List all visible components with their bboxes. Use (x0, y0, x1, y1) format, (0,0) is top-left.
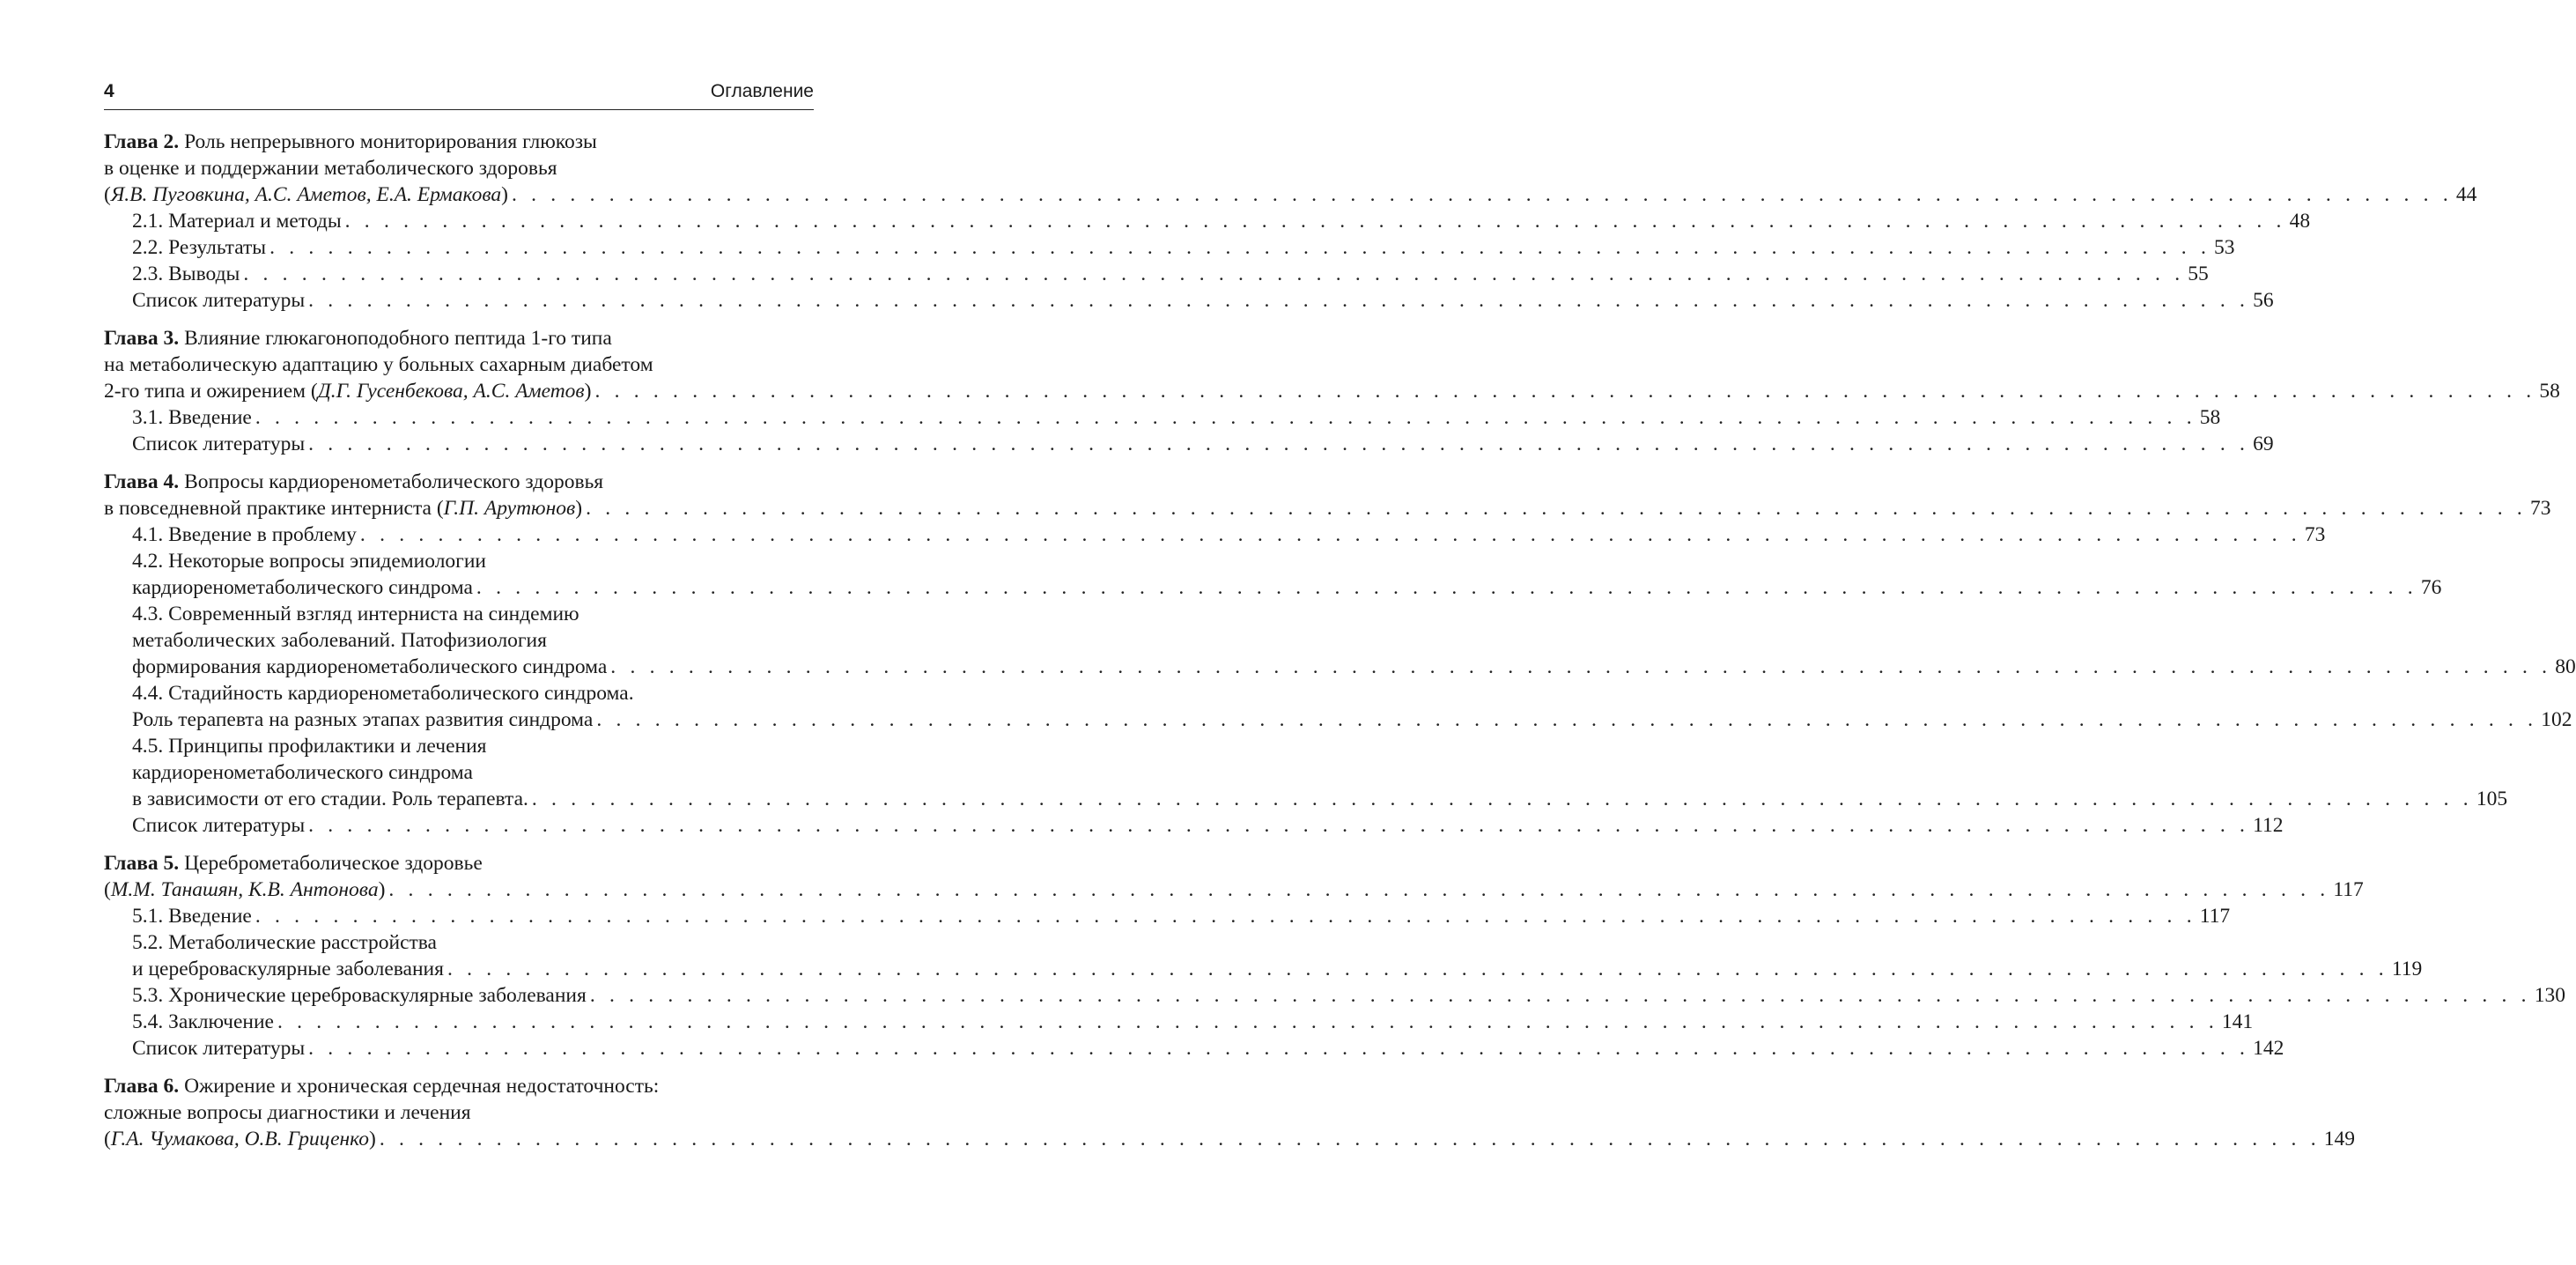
chapter-label: Глава 6. (104, 1075, 180, 1098)
section-entry (104, 706, 2572, 733)
dot-leader: . . . . . . . . . . . . . . . . . . . . . . . . . . . . . . . . . . . . . . . . . . . . . . . . . . . . . . . . . . . . . . . . . . . . . . . . . . . . . . . . . . . . . . . . . . . . . . . . . . . . (255, 406, 2196, 429)
section-entry (104, 574, 2442, 601)
dot-leader: . . . . . . . . . . . . . . . . . . . . . . . . . . . . . . . . . . . . . . . . . . . . . . . . . . . . . . . . . . . . . . . . . . . . . . . . . . . . . . . . . . . . . . . . . . . . . . . . . . . . (589, 984, 2531, 1007)
chapter-title-text: в оценке и поддержании метаболического здоровья (104, 157, 557, 180)
chapter-entry-text (104, 877, 385, 903)
section-entry-text: 2.1. Материал и методы (132, 210, 342, 233)
toc-chapter (104, 325, 2560, 457)
chapter-entry (104, 181, 2477, 208)
section-page-number: 53 (2214, 236, 2235, 259)
chapter-title-line (104, 469, 814, 495)
section-entry-text: в зависимости от его стадии. Роль терапевта. (132, 788, 528, 810)
dot-leader: . . . . . . . . . . . . . . . . . . . . . . . . . . . . . . . . . . . . . . . . . . . . . . . . . . . . . . . . . . . . . . . . . . . . . . . . . . . . . . . . . . . . . . . . . . . . . . . . . . . . (344, 210, 2286, 233)
section-page-number: 76 (2420, 576, 2442, 599)
chapter-entry-prefix: ( (104, 878, 111, 901)
section-entry-text: кардиоренометаболического синдрома (132, 576, 473, 599)
chapter-entry-prefix: ( (104, 183, 111, 206)
dot-leader: . . . . . . . . . . . . . . . . . . . . . . . . . . . . . . . . . . . . . . . . . . . . . . . . . . . . . . . . . . . . . . . . . . . . . . . . . . . . . . . . . . . . . . . . . . . . . . . . . . . . (243, 263, 2185, 285)
chapter-entry-prefix: в повседневной практике интерниста ( (104, 497, 444, 520)
dot-leader: . . . . . . . . . . . . . . . . . . . . . . . . . . . . . . . . . . . . . . . . . . . . . . . . . . . . . . . . . . . . . . . . . . . . . . . . . . . . . . . . . . . . . . . . . . . . . . . . . . . . (379, 1128, 2321, 1150)
dot-leader: . . . . . . . . . . . . . . . . . . . . . . . . . . . . . . . . . . . . . . . . . . . . . . . . . . . . . . . . . . . . . . . . . . . . . . . . . . . . . . . . . . . . . . . . . . . . . . . . . . . . (596, 708, 2538, 731)
section-entry (104, 1035, 2284, 1062)
section-title-line: кардиоренометаболического синдрома (132, 761, 473, 784)
chapter-title-text: Влияние глюкагоноподобного пептида 1-го типа (184, 327, 612, 350)
toc-chapter (104, 129, 2477, 314)
section-entry-text: Список литературы (132, 1037, 306, 1060)
chapter-title-line (104, 351, 814, 378)
chapter-entry-text (104, 181, 508, 208)
chapter-title-line (104, 850, 814, 877)
chapter-entry-prefix: ( (104, 1128, 111, 1150)
dot-leader: . . . . . . . . . . . . . . . . . . . . . . . . . . . . . . . . . . . . . . . . . . . . . . . . . . . . . . . . . . . . . . . . . . . . . . . . . . . . . . . . . . . . . . . . . . . . . . . . . . . . (269, 236, 2211, 259)
section-page-number: 56 (2253, 289, 2274, 312)
section-page-number: 80 (2555, 655, 2576, 678)
dot-leader: . . . . . . . . . . . . . . . . . . . . . . . . . . . . . . . . . . . . . . . . . . . . . . . . . . . . . . . . . . . . . . . . . . . . . . . . . . . . . . . . . . . . . . . . . . . . . . . . . . . . (359, 523, 2301, 546)
section-entry (104, 208, 2311, 234)
dot-leader: . . . . . . . . . . . . . . . . . . . . . . . . . . . . . . . . . . . . . . . . . . . . . . . . . . . . . . . . . . . . . . . . . . . . . . . . . . . . . . . . . . . . . . . . . . . . . . . . . . . . (308, 433, 2250, 455)
chapter-title-line (104, 129, 814, 155)
section-title-line: 4.2. Некоторые вопросы эпидемиологии (132, 550, 486, 573)
section-page-number: 117 (2199, 905, 2231, 928)
section-title-line: метаболических заболеваний. Патофизиология (132, 629, 547, 652)
section-entry (104, 261, 2209, 287)
dot-leader: . . . . . . . . . . . . . . . . . . . . . . . . . . . . . . . . . . . . . . . . . . . . . . . . . . . . . . . . . . . . . . . . . . . . . . . . . . . . . . . . . . . . . . . . . . . . . . . . . . . . (388, 878, 2330, 901)
section-entry-text: 5.4. Заключение (132, 1010, 274, 1033)
section-title-line: 4.4. Стадийность кардиоренометаболического синдрома. (132, 682, 634, 705)
dot-leader: . . . . . . . . . . . . . . . . . . . . . . . . . . . . . . . . . . . . . . . . . . . . . . . . . . . . . . . . . . . . . . . . . . . . . . . . . . . . . . . . . . . . . . . . . . . . . . . . . . . . (531, 788, 2473, 810)
dot-leader: . . . . . . . . . . . . . . . . . . . . . . . . . . . . . . . . . . . . . . . . . . . . . . . . . . . . . . . . . . . . . . . . . . . . . . . . . . . . . . . . . . . . . . . . . . . . . . . . . . . . (586, 497, 2527, 520)
toc-chapter (104, 850, 2565, 1062)
chapter-page-number: 117 (2333, 878, 2364, 901)
section-entry-text: 4.1. Введение в проблему (132, 523, 357, 546)
toc-chapter (104, 469, 2576, 839)
chapter-title-line (104, 1099, 814, 1126)
section-page-number: 73 (2304, 523, 2326, 546)
chapter-title-text: Ожирение и хроническая сердечная недостаточность: (184, 1075, 660, 1098)
section-entry (104, 522, 2326, 548)
chapter-entry (104, 1126, 2356, 1152)
section-entry-text: 3.1. Введение (132, 406, 252, 429)
chapter-authors: Д.Г. Гусенбекова, А.С. Аметов (317, 380, 585, 403)
chapter-label: Глава 4. (104, 470, 180, 493)
page-number: 4 (104, 81, 114, 101)
section-entry (104, 956, 2423, 982)
dot-leader: . . . . . . . . . . . . . . . . . . . . . . . . . . . . . . . . . . . . . . . . . . . . . . . . . . . . . . . . . . . . . . . . . . . . . . . . . . . . . . . . . . . . . . . . . . . . . . . . . . . . (447, 958, 2388, 980)
section-entry-text: Список литературы (132, 814, 306, 837)
chapter-entry-suffix: ) (378, 878, 386, 901)
section-entry (104, 786, 2508, 812)
section-page-number: 48 (2289, 210, 2311, 233)
section-entry (104, 982, 2565, 1009)
section-entry (104, 1009, 2254, 1035)
chapter-label: Глава 2. (104, 130, 180, 153)
section-entry (104, 812, 2284, 839)
section-entry (104, 234, 2235, 261)
chapter-entry (104, 495, 2551, 522)
running-header (104, 79, 814, 110)
chapter-title-text: Цереброметаболическое здоровье (184, 852, 483, 875)
chapter-title-text: Вопросы кардиоренометаболического здоровья (184, 470, 604, 493)
section-page-number: 102 (2541, 708, 2572, 731)
dot-leader: . . . . . . . . . . . . . . . . . . . . . . . . . . . . . . . . . . . . . . . . . . . . . . . . . . . . . . . . . . . . . . . . . . . . . . . . . . . . . . . . . . . . . . . . . . . . . . . . . . . . (610, 655, 2552, 678)
chapter-title-line (104, 1073, 814, 1099)
dot-leader: . . . . . . . . . . . . . . . . . . . . . . . . . . . . . . . . . . . . . . . . . . . . . . . . . . . . . . . . . . . . . . . . . . . . . . . . . . . . . . . . . . . . . . . . . . . . . . . . . . . . (308, 814, 2250, 837)
dot-leader: . . . . . . . . . . . . . . . . . . . . . . . . . . . . . . . . . . . . . . . . . . . . . . . . . . . . . . . . . . . . . . . . . . . . . . . . . . . . . . . . . . . . . . . . . . . . . . . . . . . . (308, 289, 2250, 312)
chapter-authors: Я.В. Пуговкина, А.С. Аметов, Е.А. Ермакова (110, 183, 502, 206)
chapter-authors: Г.П. Арутюнов (443, 497, 576, 520)
chapter-entry-text (104, 378, 591, 404)
section-page-number: 112 (2253, 814, 2284, 837)
section-entry-text: Роль терапевта на разных этапах развития синдрома (132, 708, 594, 731)
section-entry-text: Список литературы (132, 289, 306, 312)
dot-leader: . . . . . . . . . . . . . . . . . . . . . . . . . . . . . . . . . . . . . . . . . . . . . . . . . . . . . . . . . . . . . . . . . . . . . . . . . . . . . . . . . . . . . . . . . . . . . . . . . . . . (476, 576, 2417, 599)
chapter-entry-text (104, 495, 582, 522)
chapter-authors: М.М. Танашян, К.В. Антонова (110, 878, 379, 901)
section-entry-text: Список литературы (132, 433, 306, 455)
section-page-number: 105 (2476, 788, 2508, 810)
section-page-number: 119 (2391, 958, 2423, 980)
chapter-page-number: 58 (2539, 380, 2560, 403)
chapter-entry (104, 877, 2364, 903)
section-entry (104, 903, 2231, 929)
chapter-title-line (104, 155, 814, 181)
chapter-entry-suffix: ) (501, 183, 508, 206)
section-entry-text: и цереброваскулярные заболевания (132, 958, 444, 980)
section-entry (104, 654, 2576, 680)
section-entry-text: 5.1. Введение (132, 905, 252, 928)
dot-leader: . . . . . . . . . . . . . . . . . . . . . . . . . . . . . . . . . . . . . . . . . . . . . . . . . . . . . . . . . . . . . . . . . . . . . . . . . . . . . . . . . . . . . . . . . . . . . . . . . . . . (594, 380, 2536, 403)
section-page-number: 69 (2253, 433, 2274, 455)
section-page-number: 55 (2188, 263, 2209, 285)
toc-chapter (104, 1073, 2356, 1152)
chapter-label: Глава 5. (104, 852, 180, 875)
section-page-number: 142 (2253, 1037, 2284, 1060)
chapter-entry-text (104, 1126, 376, 1152)
dot-leader: . . . . . . . . . . . . . . . . . . . . . . . . . . . . . . . . . . . . . . . . . . . . . . . . . . . . . . . . . . . . . . . . . . . . . . . . . . . . . . . . . . . . . . . . . . . . . . . . . . . . (511, 183, 2453, 206)
chapter-title-text: сложные вопросы диагностики и лечения (104, 1101, 471, 1124)
chapter-authors: Г.А. Чумакова, О.В. Гриценко (110, 1128, 370, 1150)
chapter-title-text: на метаболическую адаптацию у больных сахарным диабетом (104, 353, 653, 376)
section-title-line: 4.5. Принципы профилактики и лечения (132, 735, 487, 758)
dot-leader: . . . . . . . . . . . . . . . . . . . . . . . . . . . . . . . . . . . . . . . . . . . . . . . . . . . . . . . . . . . . . . . . . . . . . . . . . . . . . . . . . . . . . . . . . . . . . . . . . . . . (277, 1010, 2218, 1033)
section-entry-text: 5.3. Хронические цереброваскулярные заболевания (132, 984, 587, 1007)
section-entry (104, 431, 2274, 457)
chapter-title-text: Роль непрерывного мониторирования глюкозы (184, 130, 597, 153)
chapter-label: Глава 3. (104, 327, 180, 350)
section-page-number: 141 (2221, 1010, 2254, 1033)
chapter-page-number: 44 (2455, 183, 2477, 206)
chapter-page-number: 73 (2530, 497, 2551, 520)
section-entry (104, 287, 2274, 314)
section-entry-text: 2.3. Выводы (132, 263, 240, 285)
running-title: Оглавление (710, 81, 814, 101)
section-entry-text: формирования кардиоренометаболического синдрома (132, 655, 608, 678)
section-title-line: 4.3. Современный взгляд интерниста на синдемию (132, 603, 579, 625)
section-entry-text: 2.2. Результаты (132, 236, 267, 259)
section-entry (104, 404, 2221, 431)
dot-leader: . . . . . . . . . . . . . . . . . . . . . . . . . . . . . . . . . . . . . . . . . . . . . . . . . . . . . . . . . . . . . . . . . . . . . . . . . . . . . . . . . . . . . . . . . . . . . . . . . . . . (308, 1037, 2250, 1060)
chapter-title-line (104, 325, 814, 351)
chapter-entry-suffix: ) (369, 1128, 376, 1150)
chapter-entry (104, 378, 2560, 404)
table-of-contents (104, 129, 2576, 1164)
chapter-entry-suffix: ) (575, 497, 583, 520)
section-page-number: 58 (2199, 406, 2221, 429)
chapter-entry-suffix: ) (584, 380, 592, 403)
chapter-page-number: 149 (2323, 1128, 2356, 1150)
section-page-number: 130 (2534, 984, 2565, 1007)
section-title-line: 5.2. Метаболические расстройства (132, 931, 437, 954)
dot-leader: . . . . . . . . . . . . . . . . . . . . . . . . . . . . . . . . . . . . . . . . . . . . . . . . . . . . . . . . . . . . . . . . . . . . . . . . . . . . . . . . . . . . . . . . . . . . . . . . . . . . (255, 905, 2196, 928)
chapter-entry-prefix: 2-го типа и ожирением ( (104, 380, 318, 403)
